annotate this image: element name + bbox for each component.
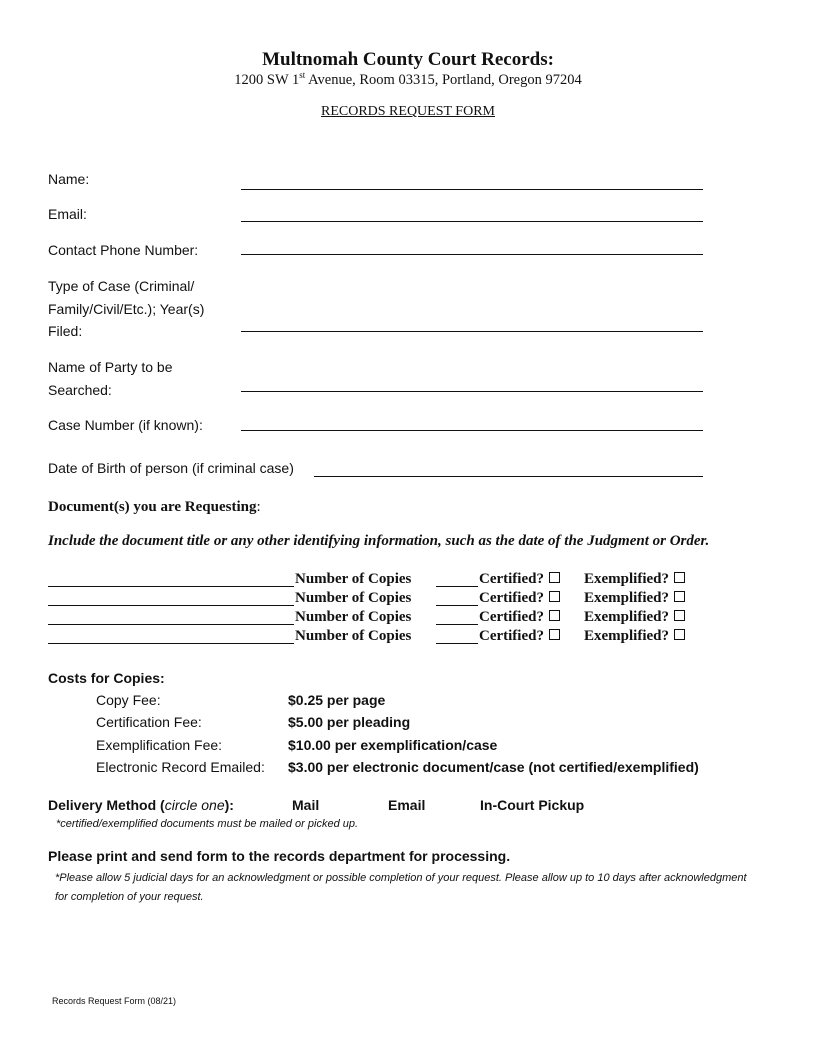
exemplified-option: [584, 628, 685, 645]
copy-fee-value: $0.25 per page: [288, 692, 386, 708]
copies-count-field[interactable]: [436, 605, 478, 606]
certification-fee-label: Certification Fee:: [96, 714, 202, 730]
copies-count-field[interactable]: [436, 643, 478, 644]
certified-checkbox[interactable]: [549, 610, 560, 621]
exemplified-checkbox[interactable]: [674, 591, 685, 602]
certified-checkbox[interactable]: [549, 629, 560, 640]
certified-checkbox[interactable]: [549, 572, 560, 583]
certified-option: [479, 571, 560, 588]
electronic-record-fee-label: Electronic Record Emailed:: [96, 759, 265, 775]
documents-heading: [48, 499, 261, 516]
certified-checkbox[interactable]: [549, 591, 560, 602]
exemplification-fee-label: Exemplification Fee:: [96, 737, 223, 753]
address-ordinal: st: [299, 70, 306, 80]
document-title-field[interactable]: [48, 624, 294, 625]
copy-fee-label: Copy Fee:: [96, 692, 161, 708]
certified-label: Certified?: [479, 609, 544, 625]
certified-label: Certified?: [479, 628, 544, 644]
copies-label: Number of Copies: [295, 590, 412, 606]
delivery-note: *certified/exemplified documents must be mailed or picked up.: [56, 818, 359, 830]
copies-label: Number of Copies: [295, 609, 412, 625]
document-row: [48, 609, 728, 628]
costs-heading: Costs for Copies:: [48, 670, 165, 686]
certified-option: [479, 628, 560, 645]
processing-time-note: *Please allow 5 judicial days for an acknowledgment or possible completion of your request. Please allow up to 10 days after acknowledgment for completion of your request.: [55, 872, 747, 903]
exemplification-fee-value: $10.00 per exemplification/case: [288, 737, 498, 753]
exemplified-option: [584, 571, 685, 588]
certified-label: Certified?: [479, 590, 544, 606]
document-row: [48, 628, 728, 647]
phone-field[interactable]: [241, 254, 703, 255]
case-number-field[interactable]: [241, 430, 703, 431]
court-title: Multnomah County Court Records:: [262, 49, 554, 70]
case-type-label: Type of Case (Criminal/ Family/Civil/Etc.); Year(s) Filed:: [48, 278, 205, 339]
exemplified-option: [584, 609, 685, 626]
electronic-record-fee-value: $3.00 per electronic document/case (not certified/exemplified): [288, 759, 699, 775]
exemplified-label: Exemplified?: [584, 590, 669, 606]
delivery-label-start: Delivery Method (: [48, 797, 165, 813]
certified-label: Certified?: [479, 571, 544, 587]
document-title-field[interactable]: [48, 586, 294, 587]
email-label: Email:: [48, 206, 87, 222]
delivery-option-mail[interactable]: Mail: [292, 797, 320, 813]
documents-heading-colon: :: [256, 499, 261, 515]
certified-option: [479, 590, 560, 607]
case-number-label: Case Number (if known):: [48, 417, 203, 433]
copies-label: Number of Copies: [295, 628, 412, 644]
court-address: [0, 70, 816, 89]
dob-field[interactable]: [314, 476, 703, 477]
case-type-field[interactable]: [241, 331, 703, 332]
delivery-label-italic: circle one: [164, 797, 225, 813]
address-rest: Avenue, Room 03315, Portland, Oregon 97204: [305, 71, 582, 88]
exemplified-label: Exemplified?: [584, 609, 669, 625]
form-title-text: RECORDS REQUEST FORM: [320, 104, 495, 119]
certified-option: [479, 609, 560, 626]
documents-instructions: Include the document title or any other identifying information, such as the date of the Judgment or Order.: [48, 533, 710, 549]
exemplified-label: Exemplified?: [584, 571, 669, 587]
name-label: Name:: [48, 171, 90, 187]
phone-label: Contact Phone Number:: [48, 242, 199, 258]
copies-count-field[interactable]: [436, 624, 478, 625]
certification-fee-value: $5.00 per pleading: [288, 714, 411, 730]
party-name-field[interactable]: [241, 391, 703, 392]
dob-label: Date of Birth of person (if criminal case): [48, 460, 294, 476]
exemplified-checkbox[interactable]: [674, 610, 685, 621]
email-field[interactable]: [241, 221, 703, 222]
document-row: [48, 590, 728, 609]
copies-count-field[interactable]: [436, 586, 478, 587]
exemplified-option: [584, 590, 685, 607]
name-field[interactable]: [241, 189, 703, 190]
exemplified-label: Exemplified?: [584, 628, 669, 644]
delivery-method-label: [48, 797, 234, 813]
document-title-field[interactable]: [48, 643, 294, 644]
form-version-footer: Records Request Form (08/21): [52, 996, 177, 1006]
copies-label: Number of Copies: [295, 571, 412, 587]
exemplified-checkbox[interactable]: [674, 572, 685, 583]
delivery-option-email[interactable]: Email: [388, 797, 426, 813]
exemplified-checkbox[interactable]: [674, 629, 685, 640]
address-start: 1200 SW 1: [234, 71, 300, 88]
party-name-label: Name of Party to be Searched:: [48, 359, 173, 398]
document-row: [48, 571, 728, 590]
delivery-option-in-court-pickup[interactable]: In-Court Pickup: [480, 797, 585, 813]
print-instruction: Please print and send form to the records department for processing.: [48, 848, 511, 864]
form-title: [0, 104, 816, 120]
delivery-label-end: ):: [224, 797, 234, 813]
documents-heading-text: Document(s) you are Requesting: [48, 499, 257, 515]
document-title-field[interactable]: [48, 605, 294, 606]
